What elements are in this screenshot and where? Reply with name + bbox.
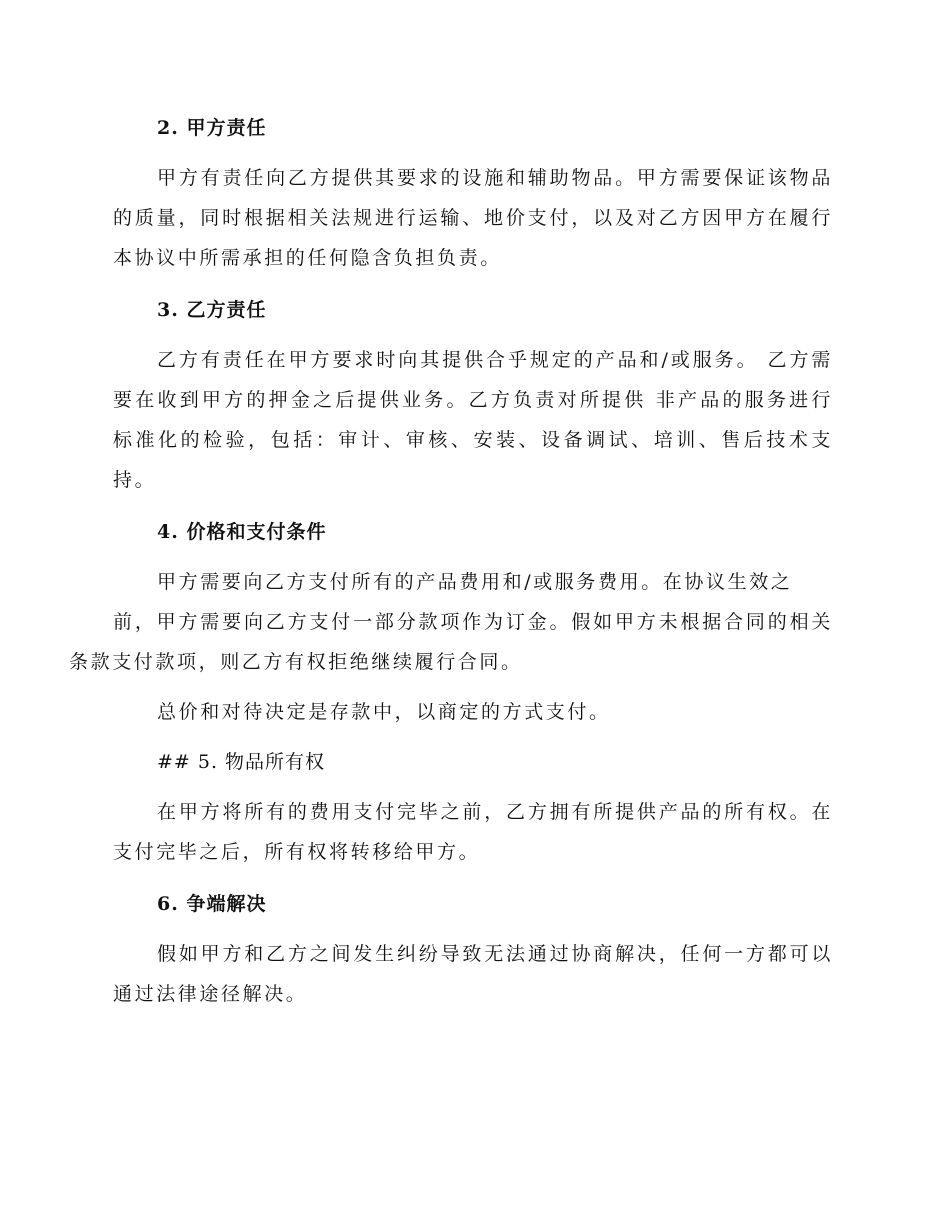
section-heading-ownership: ## 5. 物品所有权 [157,751,326,773]
section-paragraph-price-payment [69,562,833,682]
paragraph-first-line: 甲方需要向乙方支付所有的产品费用和/或服务费用。在协议生效之 [157,571,793,593]
spacer [113,732,833,742]
section-paragraph-party-b: 乙方有责任在甲方要求时向其提供合乎规定的产品和/或服务。 乙方需要在收到甲方的押金之后提供业务。乙方负责对所提供 非产品的服务进行标准化的检验，包括：审计、审核、安装、设备调试、培训、售后技术支持。 [113,349,833,491]
section-paragraph-total-price: 总价和对待决定是存款中，以商定的方式支付。 [157,701,611,723]
spacer [113,924,833,934]
spacer [113,330,833,340]
section-paragraph-party-a: 甲方有责任向乙方提供其要求的设施和辅助物品。甲方需要保证该物品的质量，同时根据相关法规进行运输、地价支付，以及对乙方因甲方在履行本协议中所需承担的任何隐含负担负责。 [113,167,833,269]
spacer [113,552,833,562]
spacer [113,782,833,792]
document-body [69,108,833,1014]
section-heading-party-b: 3. 乙方责任 [157,299,267,321]
section-heading-dispute: 6. 争端解决 [157,893,267,915]
spacer [113,148,833,158]
paragraph-continuation: 前，甲方需要向乙方支付一部分款项作为订金。假如甲方未根据合同的相关条款支付款项，则乙方有权拒绝继续履行合同。 [69,611,833,673]
section-paragraph-dispute: 假如甲方和乙方之间发生纠纷导致无法通过协商解决，任何一方都可以通过法律途径解决。 [113,943,833,1005]
section-paragraph-ownership: 在甲方将所有的费用支付完毕之前，乙方拥有所提供产品的所有权。在支付完毕之后，所有权将转移给甲方。 [113,801,833,863]
spacer [113,872,833,884]
spacer [113,278,833,290]
spacer [113,500,833,512]
spacer [113,682,833,692]
section-heading-price-payment: 4. 价格和支付条件 [157,521,327,543]
section-heading-party-a: 2. 甲方责任 [157,117,267,139]
